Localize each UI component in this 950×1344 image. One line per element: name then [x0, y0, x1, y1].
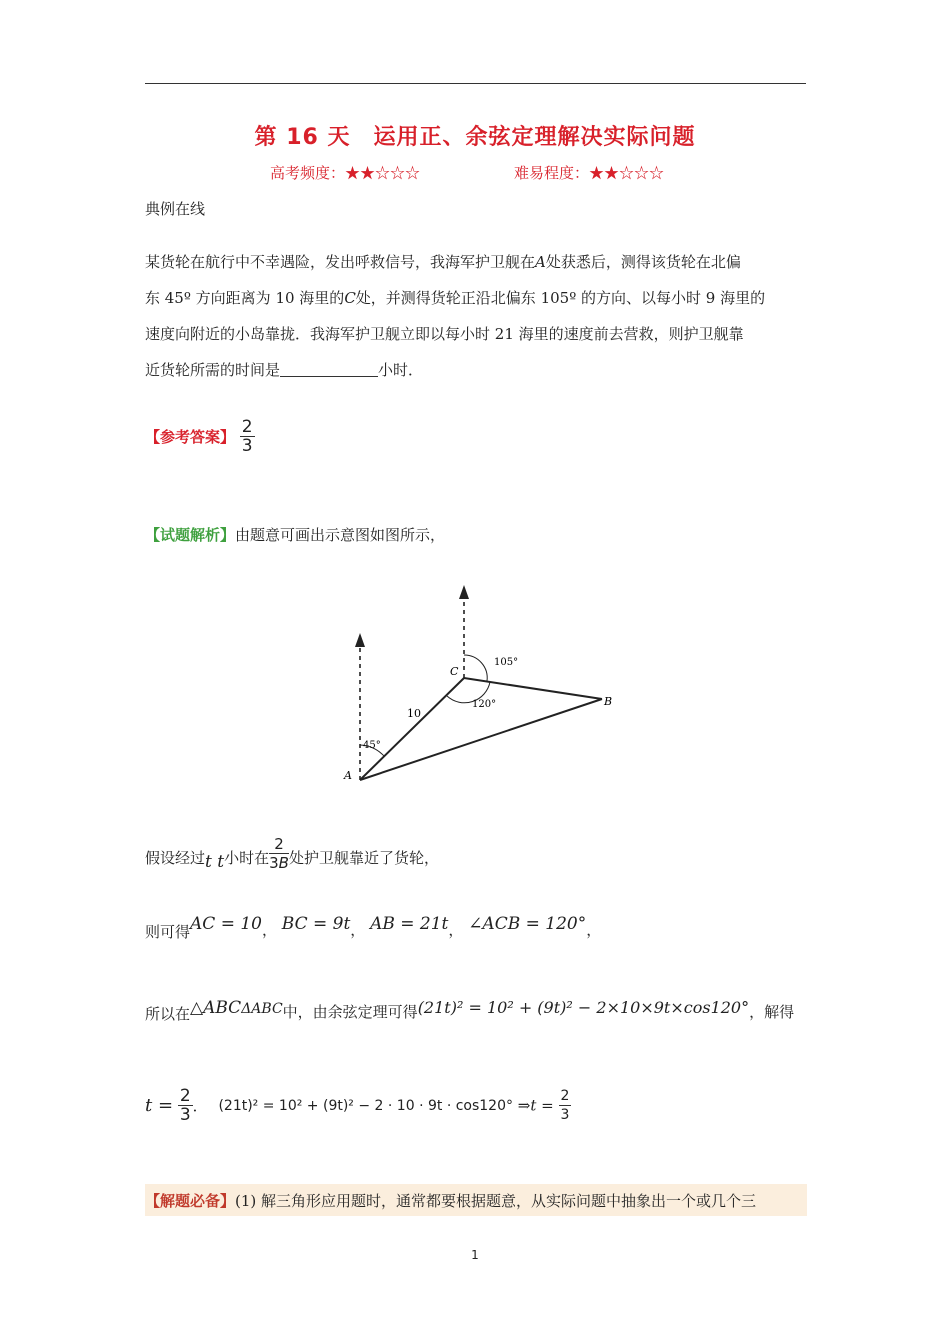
- problem-text: [145, 244, 807, 388]
- label-10: 10: [407, 707, 421, 720]
- solution-fraction: $\frac{2}{3}$: [179, 1086, 191, 1125]
- problem-line-2: 东 45º 方向距离为 10 海里的C处，并测得货轮正沿北偏东 105º 的方向、以每小时 9 海里的: [145, 289, 766, 307]
- difficulty-label: 难易程度：: [514, 164, 590, 182]
- answer-blank: [280, 360, 378, 377]
- frequency-label: 高考频度：: [270, 164, 346, 182]
- essentials-label: 【解题必备】: [145, 1192, 236, 1210]
- problem-line-1: 某货轮在航行中不幸遇险，发出呼救信号，我海军护卫舰在A处获悉后，测得该货轮在北偏: [145, 253, 741, 271]
- analysis-row: [145, 524, 445, 545]
- arrow-head-c: [459, 585, 469, 599]
- problem-line-3: 速度向附近的小岛靠拢．我海军护卫舰立即以每小时 21 海里的速度前去营救，则护卫舰靠: [145, 325, 744, 343]
- triangle-diagram: [330, 575, 630, 790]
- step1-fraction: $\frac{2}{3B}$: [269, 834, 289, 872]
- label-b: B: [604, 695, 613, 708]
- page-title: 第 16 天 运用正、余弦定理解决实际问题: [254, 125, 696, 150]
- cosine-formula: (21t)² = 10² + (9t)² − 2×10×9t×cos120°: [417, 998, 750, 1017]
- eq-bc: BC = 9t: [281, 914, 351, 934]
- example-heading: 典例在线: [145, 200, 206, 218]
- difficulty-stars: ★★☆☆☆: [589, 164, 665, 182]
- angle-arc-105: [464, 655, 487, 681]
- step-assume: 假设经过t t小时在 $\frac{2}{3B}$ 处护卫舰靠近了货轮，: [145, 834, 439, 872]
- eq-ab: AB = 21t: [370, 914, 449, 934]
- label-angle-45: 45°: [363, 740, 381, 751]
- side-ab: [360, 699, 602, 780]
- problem-line-4: 近货轮所需的时间是 小时．: [145, 361, 424, 379]
- analysis-text: 由题意可画出示意图如图所示，: [235, 526, 446, 544]
- frequency-rating: [270, 162, 420, 183]
- analysis-label: 【试题解析】: [145, 526, 236, 544]
- header-rule: [145, 83, 806, 84]
- answer-label: 【参考答案】: [145, 428, 236, 446]
- essentials-text: (1) 解三角形应用题时，通常都要根据题意，从实际问题中抽象出一个或几个三: [235, 1192, 757, 1210]
- triangle-abc: △ABC: [190, 998, 242, 1018]
- page-number: 1: [471, 1248, 479, 1262]
- label-angle-105: 105°: [494, 657, 519, 668]
- label-c: C: [450, 665, 459, 678]
- step-solution: t = $\frac{2}{3}$ ． (21t)² = 10² + (9t)² − 2 · 10 · 9t · cos120° ⇒t = $\frac{2}{3}$: [145, 1086, 570, 1125]
- eq-ac: AC = 10: [190, 914, 262, 934]
- frequency-stars: ★★☆☆☆: [345, 164, 421, 182]
- solution-formula: (21t)² = 10² + (9t)² − 2 · 10 · 9t · cos120°: [218, 1097, 513, 1114]
- answer-fraction: $\frac{2}{3}$: [241, 417, 253, 456]
- arrow-head-a: [355, 633, 365, 647]
- solution-fraction-2: $\frac{2}{3}$: [560, 1088, 570, 1123]
- eq-angle: ∠ACB = 120°: [468, 914, 587, 934]
- side-cb: [464, 678, 602, 699]
- difficulty-rating: [514, 162, 664, 183]
- answer-row: [145, 418, 255, 455]
- step-values: 则可得AC = 10， BC = 9t， AB = 21t， ∠ACB = 120°，: [145, 914, 602, 941]
- label-angle-120: 120°: [472, 699, 497, 710]
- step-cosine-law: 所以在△ABCΔABC中，由余弦定理可得(21t)² = 10² + (9t)² − 2×10×9t×cos120°，解得: [145, 998, 795, 1023]
- label-a: A: [344, 769, 352, 782]
- var-t: t t: [205, 852, 225, 872]
- side-ac: [360, 678, 464, 780]
- essentials-row: [145, 1190, 807, 1211]
